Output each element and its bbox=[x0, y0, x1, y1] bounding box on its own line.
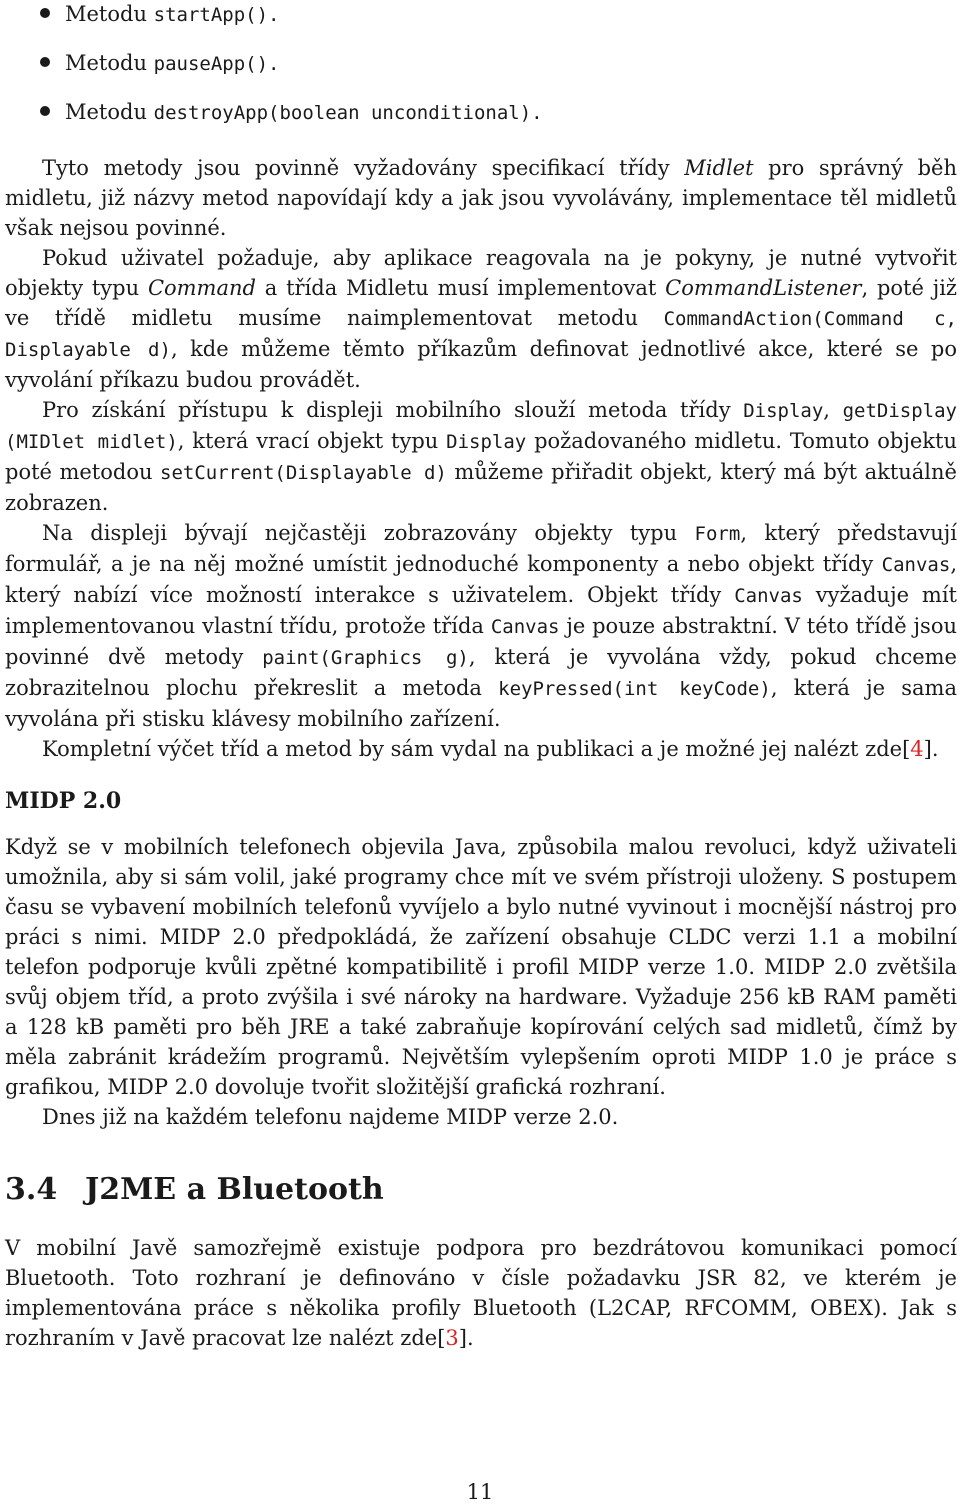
list-item-text: Metodu startApp(). bbox=[65, 2, 280, 26]
list-item-text: Metodu destroyApp(boolean unconditional). bbox=[65, 100, 543, 124]
paragraph-command: Pokud uživatel požaduje, aby aplikace reagovala na je pokyny, je nutné vytvořit objekty typu Command a třída Midletu musí implementovat CommandListener, poté již ve třídě midletu musíme naimplementovat metodu CommandAction(Command c, Displayable d), kde můžeme těmto příkazům definovat jednotlivé akce, které se po vyvolání příkazu budou provádět. bbox=[5, 246, 957, 392]
page-number: 11 bbox=[466, 1480, 494, 1504]
paragraph-methods-required: Tyto metody jsou povinně vyžadovány specifikací třídy Midlet pro správný běh midletu, již názvy metod napovídají kdy a jak jsou vyvolávány, implementace těl midletů však nejsou povinné. bbox=[5, 156, 957, 240]
subsection-heading-midp: MIDP 2.0 bbox=[5, 788, 122, 814]
body-text-bluetooth bbox=[5, 1233, 957, 1353]
list-item bbox=[40, 97, 940, 146]
list-item-text: Metodu pauseApp(). bbox=[65, 51, 280, 75]
paragraph-bluetooth: V mobilní Javě samozřejmě existuje podpora pro bezdrátovou komunikaci pomocí Bluetooth. Toto rozhraní je definováno v čísle požadavku JSR 82, ve kterém je implementována práce s několika profily Bluetooth (L2CAP, RFCOMM, OBEX). Jak s rozhraním v Javě pracovat lze nalézt zde[3]. bbox=[5, 1236, 957, 1350]
paragraph-midp-today: Dnes již na každém telefonu najdeme MIDP verze 2.0. bbox=[42, 1105, 619, 1129]
citation-link[interactable]: 4 bbox=[910, 737, 924, 761]
paragraph-midp: Když se v mobilních telefonech objevila Java, způsobila malou revoluci, když uživateli umožnila, aby si sám volil, jaké programy chce mít ve svém přístroji uloženy. S postupem času se vybavení mobilních telefonů vyvíjelo a bylo nutné vyvinout i mocnější nástroj pro práci s nimi. MIDP 2.0 předpokládá, že zařízení obsahuje CLDC verzi 1.1 a mobilní telefon podporuje kvůli zpětné kompatibilitě i profil MIDP verze 1.0. MIDP 2.0 zvětšila svůj objem tříd, a proto zvýšila i své nároky na hardware. Vyžaduje 256 kB RAM paměti a 128 kB paměti pro běh JRE a také zabraňuje kopírování celých sad midletů, čímž by měla zabránit krádežím programů. Největším vylepšením oproti MIDP 1.0 je práce s grafikou, MIDP 2.0 dovoluje tvořit složitější grafická rozhraní. bbox=[5, 835, 957, 1099]
section-number: 3.4 bbox=[5, 1172, 58, 1207]
body-text-midp bbox=[5, 832, 957, 1132]
bullet-icon bbox=[40, 106, 50, 116]
method-list bbox=[40, 0, 940, 146]
bullet-icon bbox=[40, 8, 50, 18]
paragraph-display: Pro získání přístupu k displeji mobilního slouží metoda třídy Display, getDisplay (MIDlet midlet), která vrací objekt typu Display požadovaného midletu. Tomuto objektu poté metodou setCurrent(Displayable d) můžeme přiřadit objekt, který má být aktuálně zobrazen. bbox=[5, 398, 957, 515]
citation-link[interactable]: 3 bbox=[445, 1326, 459, 1350]
bullet-icon bbox=[40, 57, 50, 67]
body-text-midlet bbox=[5, 153, 957, 764]
section-heading bbox=[5, 1170, 384, 1210]
list-item bbox=[40, 0, 940, 48]
section-title: J2ME a Bluetooth bbox=[85, 1172, 384, 1207]
list-item bbox=[40, 48, 940, 97]
paragraph-canvas: Na displeji bývají nejčastěji zobrazovány objekty typu Form, který představují formulář, a je na něj možné umístit jednoduché komponenty a nebo objekt třídy Canvas, který nabízí více možností interakce s uživatelem. Objekt třídy Canvas vyžaduje mít implementovanou vlastní třídu, protože třída Canvas je pouze abstraktní. V této třídě jsou povinné dvě metody paint(Graphics g), která je vyvolána vždy, pokud chceme zobrazitelnou plochu překreslit a metoda keyPressed(int keyCode), která je sama vyvolána při stisku klávesy mobilního zařízení. bbox=[5, 521, 957, 731]
paragraph-reference: Kompletní výčet tříd a metod by sám vydal na publikaci a je možné jej nalézt zde[4]. bbox=[42, 737, 939, 761]
